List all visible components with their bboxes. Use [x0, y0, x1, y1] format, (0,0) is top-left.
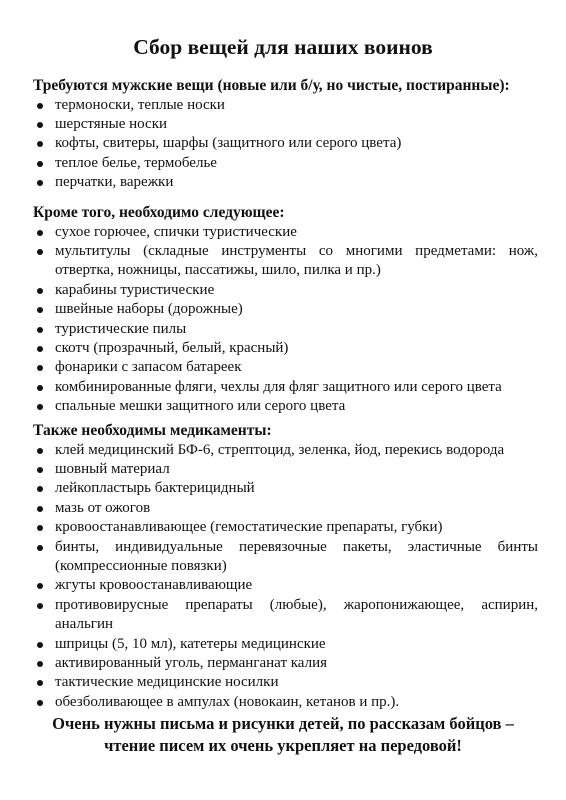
section-heading: Также необходимы медикаменты:: [33, 422, 272, 439]
list-item: [33, 460, 538, 479]
list-item-text: мультитулы (складные инструменты со многими предметами: нож, отвертка, ножницы, пассатижы, шило, пилка и пр.): [55, 242, 538, 279]
bullet-icon: [37, 346, 43, 352]
list-item-text: кофты, свитеры, шарфы (защитного или серого цвета): [55, 135, 402, 152]
list-item: [33, 134, 538, 153]
list-item: [33, 499, 538, 518]
list-item: [33, 576, 538, 595]
closing-appeal-line: чтение писем их очень укрепляет на передовой!: [104, 736, 462, 755]
bullet-icon: [37, 327, 43, 333]
section-heading: Кроме того, необходимо следующее:: [33, 204, 285, 221]
list-item-text: обезболивающее в ампулах (новокаин, кетанов и пр.).: [55, 693, 400, 710]
list-item-text: жгуты кровоостанавливающие: [55, 577, 253, 594]
list-item-text: кровоостанавливающее (гемостатические препараты, губки): [55, 519, 443, 536]
list-item-text: сухое горючее, спички туристические: [55, 223, 297, 240]
bullet-icon: [37, 583, 43, 589]
bullet-icon: [37, 525, 43, 531]
list-item: [33, 173, 538, 192]
bullet-icon: [37, 661, 43, 667]
bullet-icon: [37, 642, 43, 648]
list-item-text: скотч (прозрачный, белый, красный): [55, 339, 289, 356]
list-item: [33, 242, 538, 281]
list-item: [33, 96, 538, 115]
list-item: [33, 441, 538, 460]
bullet-icon: [37, 365, 43, 371]
closing-appeal: [30, 713, 536, 757]
bullet-icon: [37, 141, 43, 147]
list-item-text: бинты, индивидуальные перевязочные пакеты, эластичные бинты (компрессионные повязки): [55, 538, 538, 574]
list-item-text: противовирусные препараты (любые), жаропонижающее, аспирин, анальгин: [55, 596, 538, 633]
list-item: [33, 397, 538, 416]
bullet-icon: [37, 122, 43, 128]
list-item: [33, 281, 538, 300]
list-item: [33, 538, 538, 577]
bullet-icon: [37, 467, 43, 473]
list-item-text: перчатки, варежки: [55, 174, 174, 191]
bullet-icon: [37, 230, 43, 236]
closing-appeal-line: Очень нужны письма и рисунки детей, по рассказам бойцов –: [52, 714, 514, 733]
section-medical-supplies: [33, 421, 538, 712]
list-item-text: мазь от ожогов: [55, 499, 151, 516]
list-item-text: комбинированные фляги, чехлы для фляг защитного или серого цвета: [55, 378, 502, 395]
list-item-text: туристические пилы: [55, 320, 187, 337]
bullet-icon: [37, 448, 43, 454]
page-title: Сбор вещей для наших воинов: [133, 35, 433, 59]
list-item: [33, 693, 538, 712]
list-item-text: швейные наборы (дорожные): [55, 301, 243, 318]
list-item: [33, 479, 538, 498]
bullet-icon: [37, 603, 43, 609]
bullet-icon: [37, 486, 43, 492]
bullet-icon: [37, 307, 43, 313]
bullet-icon: [37, 161, 43, 167]
list-item: [33, 635, 538, 654]
section-additional-items: [33, 203, 538, 417]
list-item-text: шприцы (5, 10 мл), катетеры медицинские: [55, 635, 326, 652]
list-item: [33, 115, 538, 134]
list-item: [33, 358, 538, 377]
section-mens-clothing: [33, 76, 538, 193]
list-item: [33, 596, 538, 635]
list-item-text: активированный уголь, перманганат калия: [55, 654, 328, 671]
item-list: [33, 96, 538, 193]
bullet-icon: [37, 700, 43, 706]
list-item: [33, 518, 538, 537]
list-item-text: шовный материал: [55, 460, 170, 477]
list-item-text: спальные мешки защитного или серого цвета: [55, 398, 346, 415]
list-item: [33, 223, 538, 242]
bullet-icon: [37, 680, 43, 686]
list-item: [33, 300, 538, 319]
bullet-icon: [37, 545, 43, 551]
list-item-text: фонарики с запасом батареек: [55, 359, 242, 376]
list-item-text: лейкопластырь бактерицидный: [55, 480, 255, 497]
list-item-text: клей медицинский БФ-6, стрептоцид, зеленка, йод, перекись водорода: [55, 441, 505, 458]
list-item: [33, 154, 538, 173]
bullet-icon: [37, 385, 43, 391]
list-item-text: теплое белье, термобелье: [55, 154, 217, 171]
bullet-icon: [37, 249, 43, 255]
list-item: [33, 339, 538, 358]
bullet-icon: [37, 404, 43, 410]
list-item-text: шерстяные носки: [55, 115, 168, 132]
list-item: [33, 654, 538, 673]
bullet-icon: [37, 103, 43, 109]
list-item: [33, 673, 538, 692]
list-item: [33, 378, 538, 397]
list-item-text: тактические медицинские носилки: [55, 674, 279, 691]
item-list: [33, 223, 538, 417]
list-item: [33, 320, 538, 339]
section-heading: Требуются мужские вещи (новые или б/у, но чистые, постиранные):: [33, 77, 510, 94]
bullet-icon: [37, 506, 43, 512]
list-item-text: термоноски, теплые носки: [55, 96, 225, 113]
item-list: [33, 441, 538, 713]
bullet-icon: [37, 180, 43, 186]
list-item-text: карабины туристические: [55, 281, 215, 298]
bullet-icon: [37, 288, 43, 294]
